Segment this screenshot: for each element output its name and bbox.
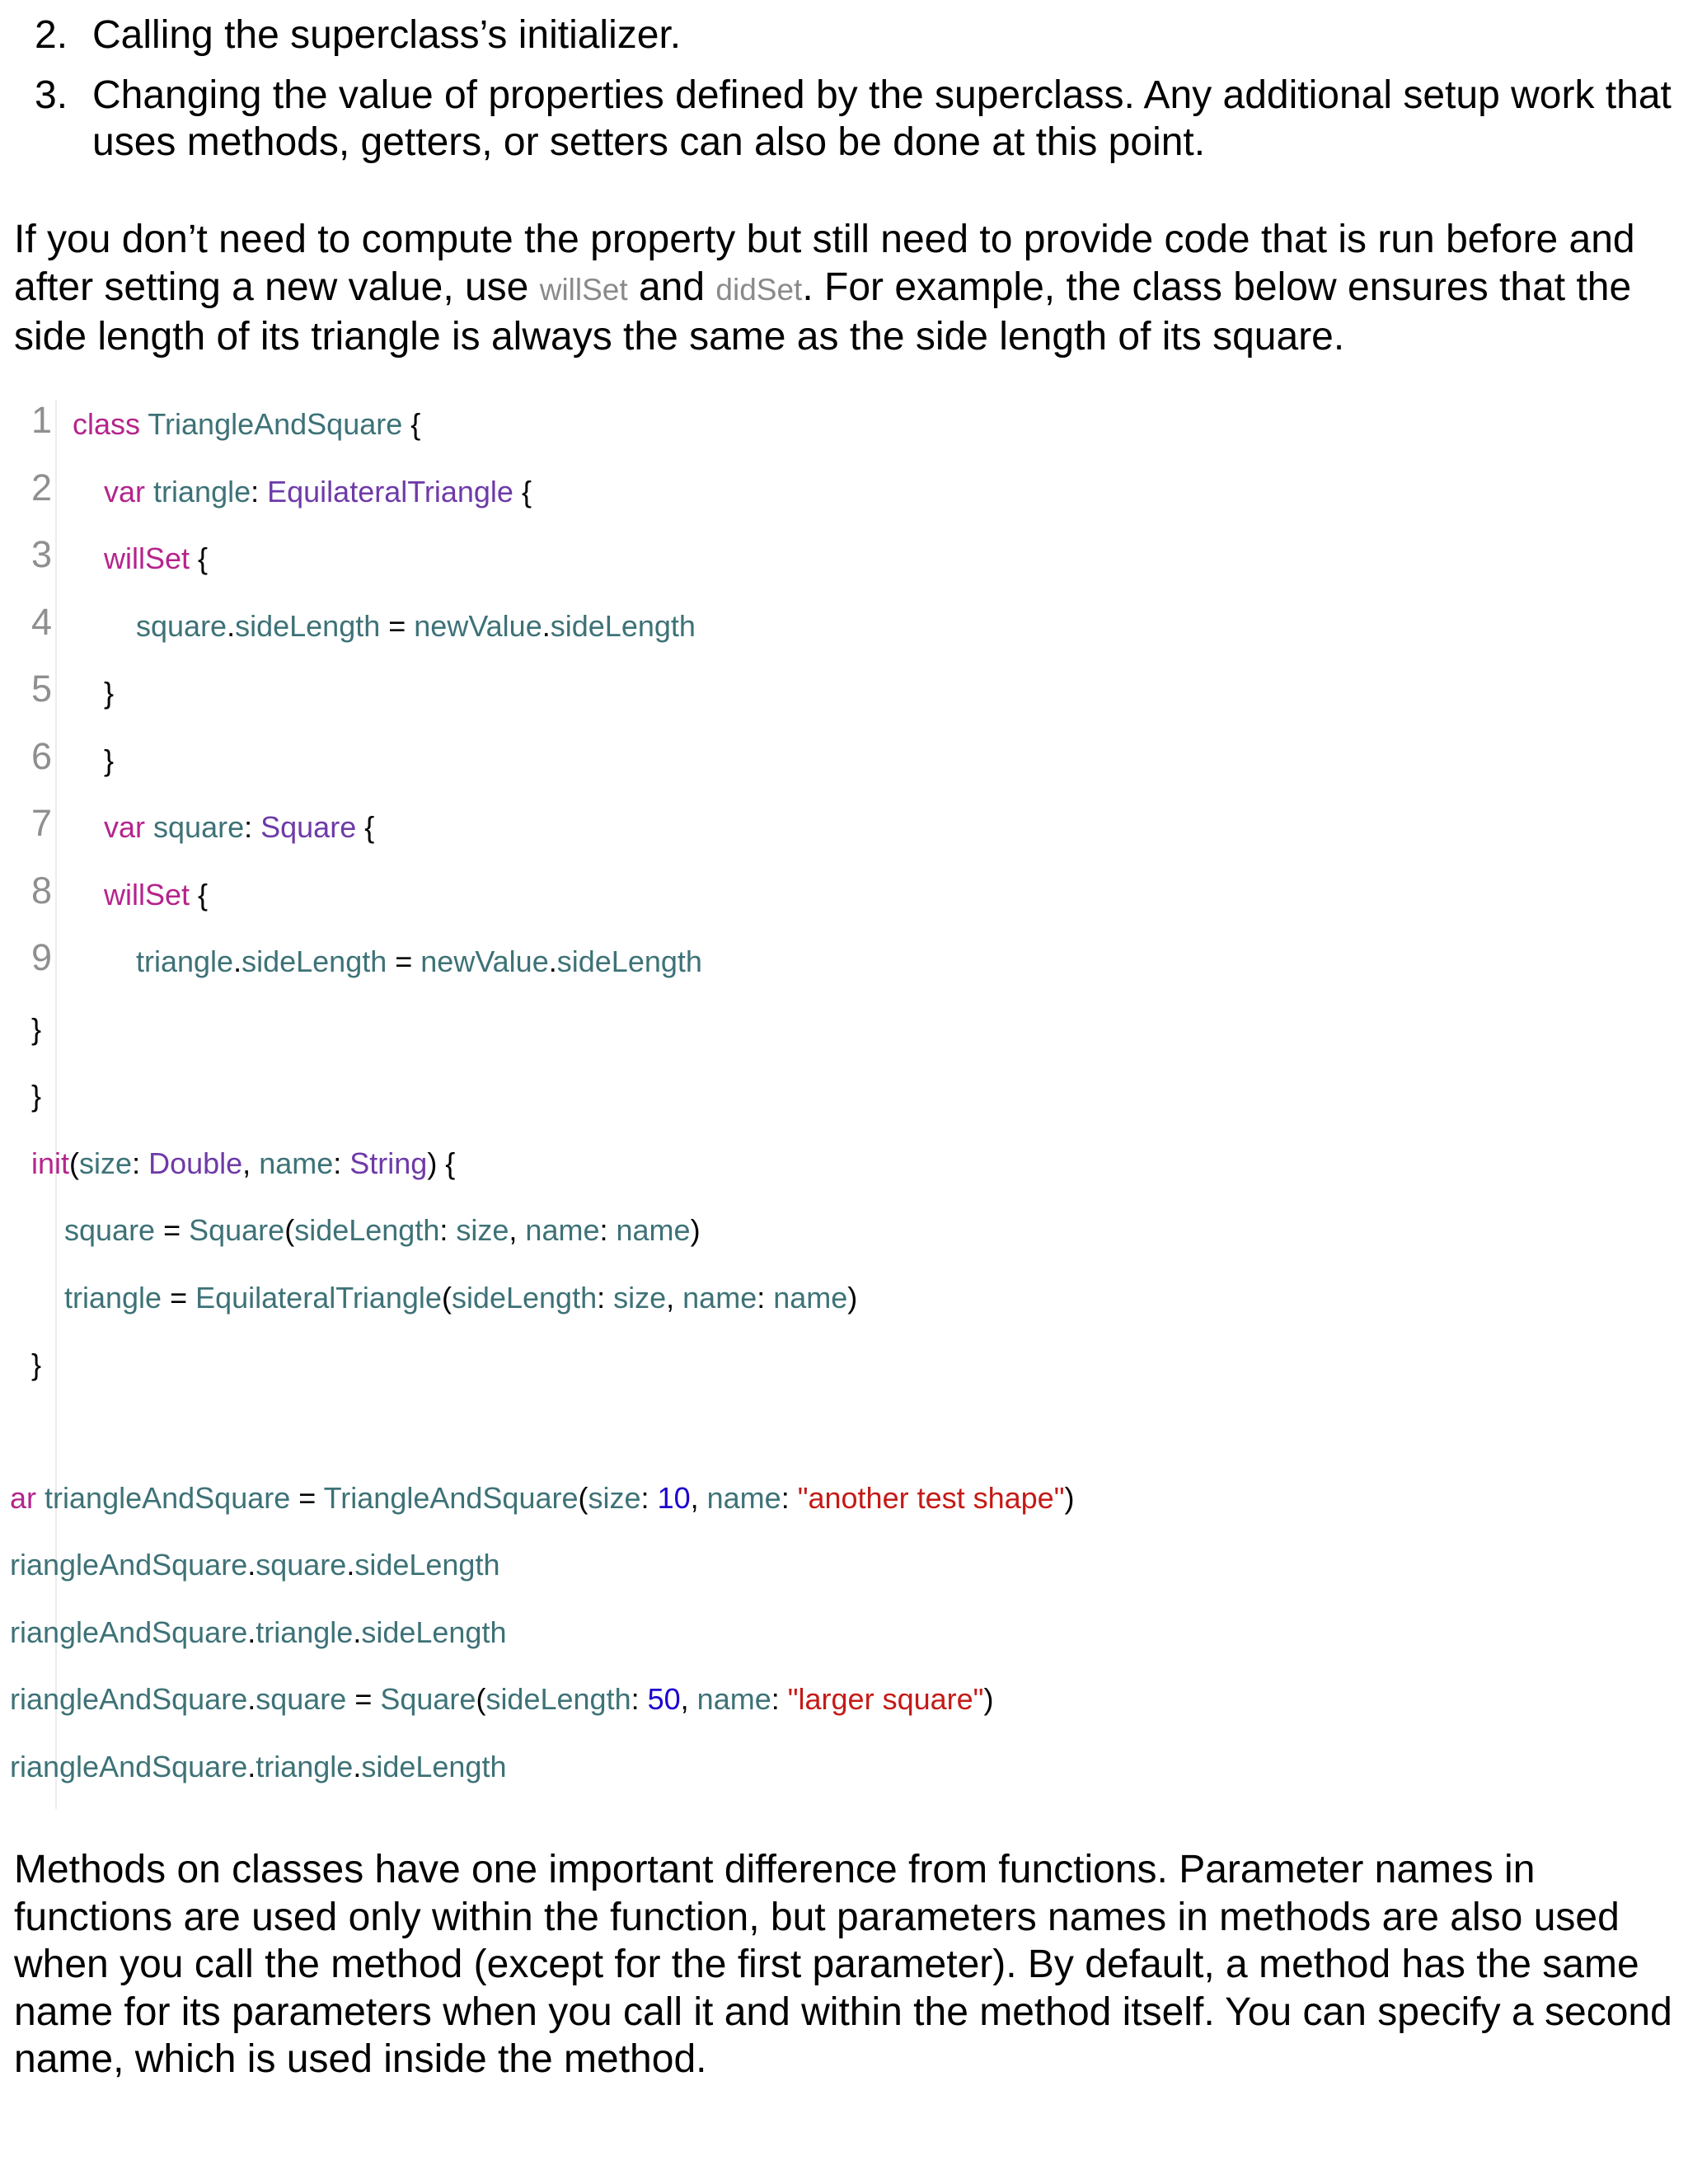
intro-paragraph bbox=[14, 216, 1671, 361]
code-token: = bbox=[290, 1480, 324, 1515]
code-token: : bbox=[333, 1146, 350, 1180]
list-number: 3. bbox=[35, 73, 68, 117]
code-token: . bbox=[542, 608, 551, 643]
intro-line: side length of its triangle is always the same as the side length of its square. bbox=[14, 315, 1345, 359]
code-token: } bbox=[104, 743, 115, 777]
code-token: name bbox=[696, 1682, 771, 1716]
code-token: ( bbox=[578, 1480, 588, 1515]
code-line bbox=[10, 1615, 506, 1651]
code-token: , bbox=[666, 1280, 683, 1315]
code-line bbox=[104, 541, 208, 577]
line-number: 7 bbox=[31, 802, 53, 844]
code-token: Square bbox=[260, 810, 357, 844]
gutter-divider bbox=[55, 400, 57, 1809]
code-line bbox=[136, 608, 696, 644]
code-token: , bbox=[509, 1213, 526, 1247]
code-token bbox=[145, 475, 153, 509]
code-token: ) bbox=[983, 1682, 994, 1716]
list-text: Changing the value of properties defined by the superclass. Any additional setup work that bbox=[92, 73, 1672, 117]
line-number: 1 bbox=[31, 399, 53, 441]
list-item-2 bbox=[35, 12, 1675, 61]
code-token: ( bbox=[69, 1146, 80, 1180]
code-token bbox=[140, 407, 148, 441]
code-token: , bbox=[690, 1480, 707, 1515]
code-token: var bbox=[104, 810, 146, 844]
code-token bbox=[145, 810, 153, 844]
code-token: { bbox=[356, 810, 375, 844]
code-token: } bbox=[31, 1079, 42, 1113]
list-number: 2. bbox=[35, 13, 68, 57]
list-item-3 bbox=[35, 72, 1675, 171]
list-text: uses methods, getters, or setters can also be done at this point. bbox=[92, 120, 1206, 164]
code-line bbox=[31, 1347, 41, 1383]
code-token: ( bbox=[476, 1682, 486, 1716]
code-token bbox=[36, 1481, 45, 1515]
outro-line: when you call the method (except for the first parameter). By default, a method has the same bbox=[14, 1943, 1639, 1986]
code-token: sideLength bbox=[241, 944, 387, 978]
code-token: square bbox=[256, 1548, 347, 1582]
code-token: ) bbox=[690, 1213, 701, 1247]
code-token: name bbox=[525, 1213, 600, 1247]
code-token: : bbox=[781, 1480, 798, 1515]
code-token: . bbox=[548, 944, 557, 978]
outro-line: Methods on classes have one important difference from functions. Parameter names in bbox=[14, 1848, 1536, 1891]
code-token: sideLength bbox=[361, 1749, 507, 1783]
code-token: sideLength bbox=[294, 1213, 440, 1247]
code-line bbox=[104, 675, 114, 711]
code-token: riangleAndSquare bbox=[10, 1749, 248, 1783]
code-token: : bbox=[439, 1213, 457, 1247]
code-token: : bbox=[132, 1146, 149, 1180]
code-token: ( bbox=[284, 1213, 295, 1247]
code-line bbox=[73, 406, 420, 443]
outro-line: functions are used only within the function, but parameters names in methods are also used bbox=[14, 1895, 1620, 1939]
code-token: . bbox=[247, 1548, 256, 1582]
code-token: newValue bbox=[420, 944, 549, 978]
code-token: : bbox=[771, 1682, 788, 1716]
code-token: square bbox=[64, 1213, 156, 1247]
code-token: square bbox=[153, 810, 245, 844]
code-token: sideLength bbox=[550, 608, 696, 643]
code-token: triangle bbox=[64, 1280, 162, 1315]
code-line bbox=[31, 1146, 455, 1182]
line-number: 8 bbox=[31, 869, 53, 912]
code-token: EquilateralTriangle bbox=[195, 1280, 442, 1315]
code-token: willSet bbox=[104, 541, 190, 575]
line-number: 9 bbox=[31, 936, 53, 978]
line-number: 6 bbox=[31, 734, 53, 777]
code-token: riangleAndSquare bbox=[10, 1548, 248, 1582]
code-token: sideLength bbox=[485, 1682, 631, 1716]
code-token: , bbox=[680, 1682, 697, 1716]
code-token: . bbox=[247, 1749, 256, 1783]
line-number: 2 bbox=[31, 466, 53, 509]
code-token: { bbox=[190, 877, 209, 912]
code-token: Square bbox=[380, 1682, 476, 1716]
code-token: = bbox=[346, 1682, 381, 1716]
code-token: : bbox=[599, 1213, 617, 1247]
code-token: sideLength bbox=[451, 1280, 598, 1315]
code-token: { bbox=[513, 474, 532, 509]
code-token: , bbox=[242, 1146, 260, 1180]
code-token: "larger square" bbox=[787, 1682, 984, 1716]
code-token: : bbox=[757, 1280, 774, 1315]
code-line bbox=[10, 1681, 993, 1718]
intro-line bbox=[14, 264, 1671, 314]
outro-line: name for its parameters when you call it and within the method itself. You can specify a second bbox=[14, 1990, 1672, 2034]
code-line bbox=[10, 1547, 499, 1583]
code-token: riangleAndSquare bbox=[10, 1682, 248, 1716]
code-token: triangle bbox=[153, 474, 251, 509]
line-number: 3 bbox=[31, 533, 53, 575]
code-token: Square bbox=[189, 1213, 285, 1247]
code-token: triangle bbox=[136, 944, 234, 978]
code-token: name bbox=[259, 1146, 334, 1180]
intro-text: . For example, the class below ensures that the bbox=[802, 265, 1632, 309]
code-token: sideLength bbox=[556, 944, 702, 978]
code-token: var bbox=[104, 474, 146, 509]
list-text: Calling the superclass’s initializer. bbox=[92, 13, 682, 57]
code-token: EquilateralTriangle bbox=[267, 474, 513, 509]
code-token: = bbox=[155, 1213, 190, 1247]
code-line bbox=[104, 743, 114, 779]
code-token: . bbox=[346, 1548, 355, 1582]
line-number: 4 bbox=[31, 600, 53, 643]
code-token: . bbox=[353, 1615, 362, 1649]
line-number: 5 bbox=[31, 668, 53, 710]
code-token: size bbox=[613, 1280, 667, 1315]
code-token: sideLength bbox=[354, 1548, 500, 1582]
code-token: TriangleAndSquare bbox=[148, 407, 403, 441]
code-token: class bbox=[73, 407, 141, 441]
code-token: : bbox=[251, 474, 268, 509]
code-token: TriangleAndSquare bbox=[323, 1480, 579, 1515]
code-token: String bbox=[349, 1146, 428, 1180]
intro-text: and bbox=[627, 265, 716, 309]
code-line bbox=[104, 474, 532, 510]
code-token: : bbox=[244, 810, 261, 844]
outro-paragraph bbox=[14, 1846, 1671, 2083]
code-token: "another test shape" bbox=[797, 1480, 1065, 1515]
code-token: { bbox=[402, 407, 421, 441]
code-token: name bbox=[706, 1480, 781, 1515]
code-token: . bbox=[247, 1615, 256, 1649]
code-token: = bbox=[387, 944, 421, 978]
code-token: triangle bbox=[256, 1615, 354, 1649]
code-token: square bbox=[136, 608, 227, 643]
code-token: newValue bbox=[414, 608, 542, 643]
code-token: name bbox=[773, 1280, 848, 1315]
code-token: ) bbox=[1064, 1480, 1075, 1515]
inline-code-didset: didSet bbox=[715, 272, 803, 307]
code-line bbox=[104, 877, 208, 913]
code-line bbox=[10, 1749, 506, 1785]
code-token: square bbox=[256, 1682, 347, 1716]
code-token: = bbox=[162, 1280, 196, 1315]
code-line bbox=[64, 1212, 701, 1249]
code-token: name bbox=[682, 1280, 757, 1315]
code-token: ) { bbox=[427, 1146, 456, 1180]
code-line bbox=[31, 1011, 41, 1047]
code-token: . bbox=[247, 1682, 256, 1716]
inline-code-willset: willSet bbox=[539, 272, 628, 307]
code-token: size bbox=[456, 1213, 509, 1247]
code-token: sideLength bbox=[235, 608, 381, 643]
code-token: : bbox=[640, 1480, 658, 1515]
code-block bbox=[0, 400, 1688, 1809]
code-token: Double bbox=[148, 1146, 243, 1180]
code-line bbox=[10, 1480, 1074, 1516]
code-token: : bbox=[631, 1682, 648, 1716]
outro-line: name, which is used inside the method. bbox=[14, 2037, 707, 2081]
code-token: 50 bbox=[647, 1682, 681, 1716]
code-token: } bbox=[31, 1011, 42, 1046]
code-token: = bbox=[380, 608, 415, 643]
code-line bbox=[104, 809, 374, 846]
code-token: sideLength bbox=[361, 1615, 507, 1649]
code-token: triangleAndSquare bbox=[45, 1480, 291, 1515]
code-token: ) bbox=[847, 1280, 858, 1315]
code-token: 10 bbox=[657, 1480, 691, 1515]
code-token: size bbox=[79, 1146, 133, 1180]
code-token: . bbox=[227, 608, 236, 643]
code-token: } bbox=[104, 676, 115, 710]
intro-line: If you don’t need to compute the property but still need to provide code that is run before and bbox=[14, 218, 1635, 261]
code-token: . bbox=[233, 944, 242, 978]
code-line bbox=[31, 1078, 41, 1114]
code-token: name bbox=[616, 1213, 691, 1247]
code-token: triangle bbox=[256, 1749, 354, 1783]
code-token: : bbox=[597, 1280, 614, 1315]
code-token: { bbox=[190, 541, 209, 575]
code-token: init bbox=[31, 1146, 70, 1180]
code-token: riangleAndSquare bbox=[10, 1615, 248, 1649]
code-token: size bbox=[588, 1480, 641, 1515]
code-line bbox=[136, 944, 702, 980]
code-token: . bbox=[353, 1749, 362, 1783]
code-token: willSet bbox=[104, 877, 190, 912]
code-line bbox=[64, 1280, 857, 1316]
code-token: ar bbox=[10, 1480, 37, 1515]
intro-text: after setting a new value, use bbox=[14, 265, 540, 309]
code-token: ( bbox=[441, 1280, 452, 1315]
code-token: } bbox=[31, 1347, 42, 1381]
